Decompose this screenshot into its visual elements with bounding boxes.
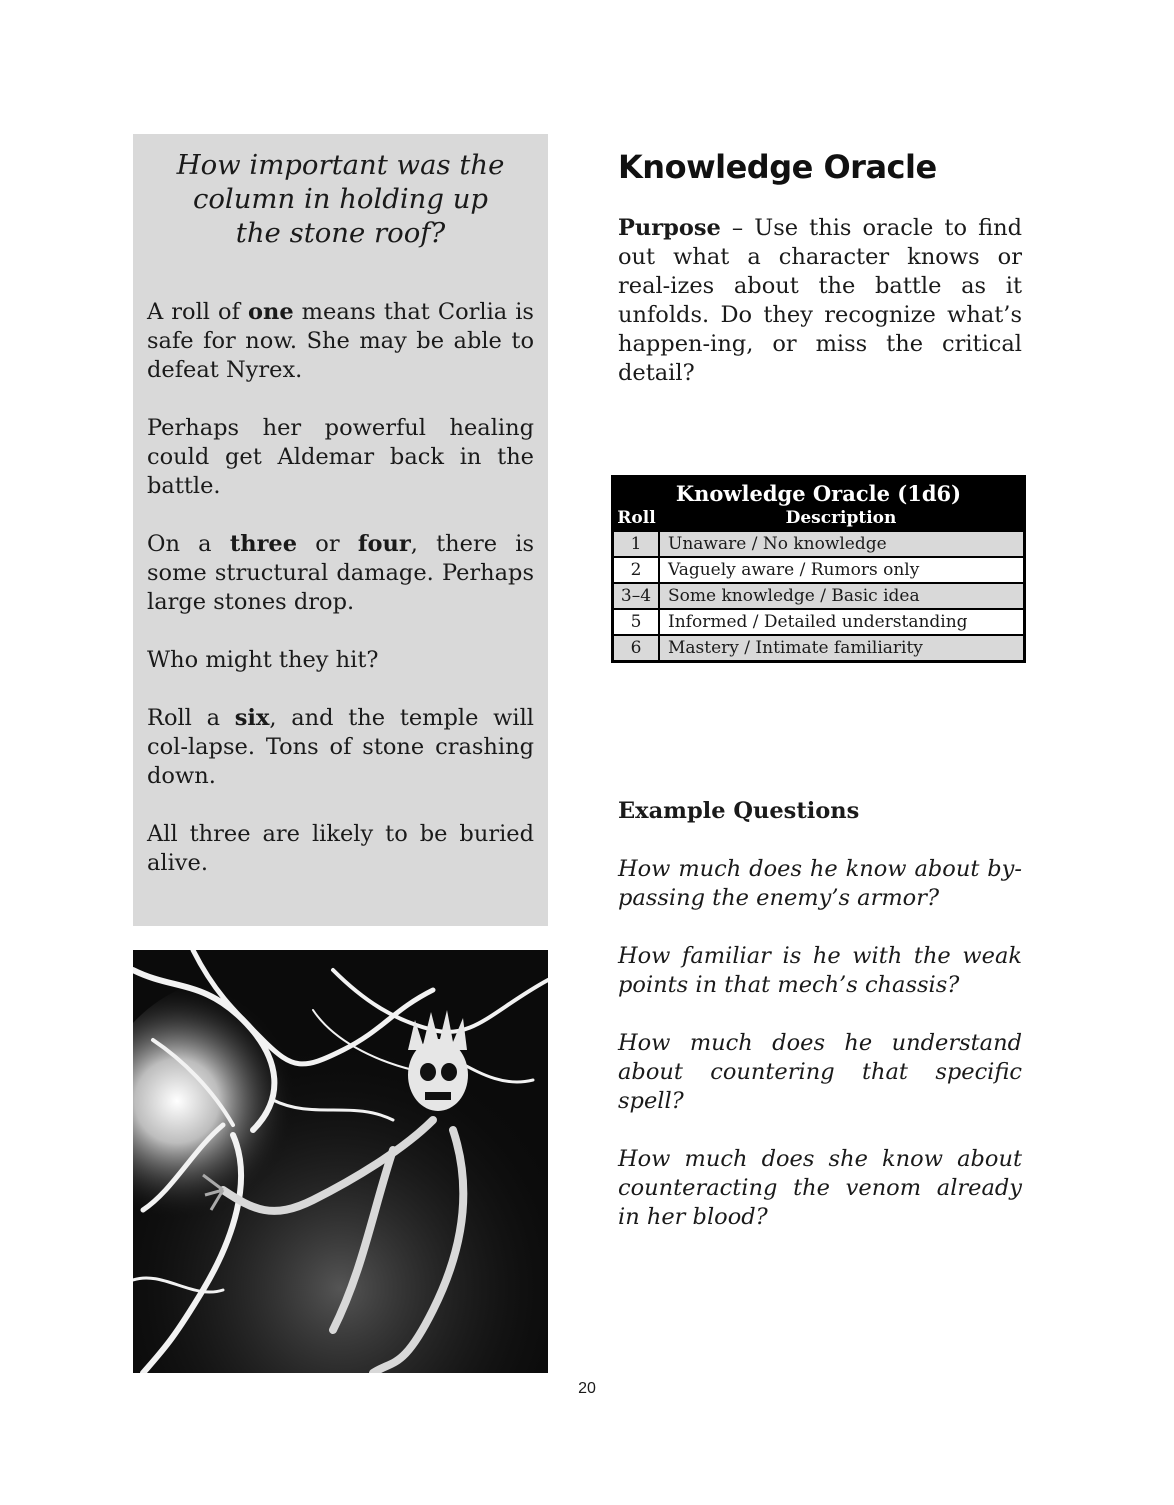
sidebar-paragraph-buried: All three are likely to be buried alive.: [147, 821, 534, 876]
knowledge-oracle-section: [618, 140, 1022, 388]
description-cell: Vaguely aware / Rumors only: [659, 557, 1025, 583]
table-row: [613, 583, 1025, 609]
section-title: Knowledge Oracle: [618, 148, 937, 186]
table-caption-row: [613, 477, 1025, 509]
lich-illustration: [133, 950, 548, 1373]
roll-cell: 3–4: [613, 583, 660, 609]
page-number: 20: [578, 1380, 596, 1397]
table-caption: Knowledge Oracle (1d6): [613, 477, 1025, 509]
roll-cell: 1: [613, 531, 660, 557]
description-cell: Some knowledge / Basic idea: [659, 583, 1025, 609]
table-row: [613, 609, 1025, 635]
example-question: How much does she know about counteracting the venom already in her blood?: [618, 1146, 1022, 1230]
column-header-roll: Roll: [613, 508, 660, 531]
sidebar-box: [133, 134, 548, 926]
description-cell: Informed / Detailed understanding: [659, 609, 1025, 635]
example-question: How much does he know about by-passing the enemy’s armor?: [618, 856, 1022, 911]
description-cell: Mastery / Intimate familiarity: [659, 635, 1025, 662]
purpose-label: Purpose: [618, 215, 721, 241]
sidebar-paragraph-who-hit: Who might they hit?: [147, 647, 379, 673]
sidebar-paragraph-roll-six: Roll a six, and the temple will col-lapse. Tons of stone crashing down.: [147, 705, 534, 789]
roll-cell: 5: [613, 609, 660, 635]
description-cell: Unaware / No knowledge: [659, 531, 1025, 557]
column-header-description: Description: [659, 508, 1025, 531]
table-row: [613, 557, 1025, 583]
purpose-text: – Use this oracle to find out what a character knows or real-izes about the battle as it unfolds. Do they recognize what’s happen-ing, or miss the critical detail?: [618, 215, 1022, 386]
purpose-paragraph: [618, 214, 1022, 388]
examples-heading: Example Questions: [618, 798, 860, 824]
sidebar-paragraph-roll-three-four: On a three or four, there is some structural damage. Perhaps large stones drop.: [147, 531, 535, 615]
table-row: [613, 635, 1025, 662]
sidebar-paragraph-roll-one: A roll of one means that Corlia is safe for now. She may be able to defeat Nyrex.: [147, 299, 534, 383]
example-questions: [618, 796, 1022, 1261]
roll-cell: 6: [613, 635, 660, 662]
roll-cell: 2: [613, 557, 660, 583]
sidebar-question: How important was the column in holding up the stone roof?: [176, 149, 505, 249]
example-question: How much does he understand about countering that specific spell?: [618, 1030, 1022, 1114]
table-header-row: [613, 508, 1025, 531]
table-row: [613, 531, 1025, 557]
sidebar-paragraph-healing: Perhaps her powerful healing could get Aldemar back in the battle.: [147, 415, 534, 499]
example-question: How familiar is he with the weak points in that mech’s chassis?: [618, 943, 1022, 998]
oracle-table: [611, 475, 1026, 663]
